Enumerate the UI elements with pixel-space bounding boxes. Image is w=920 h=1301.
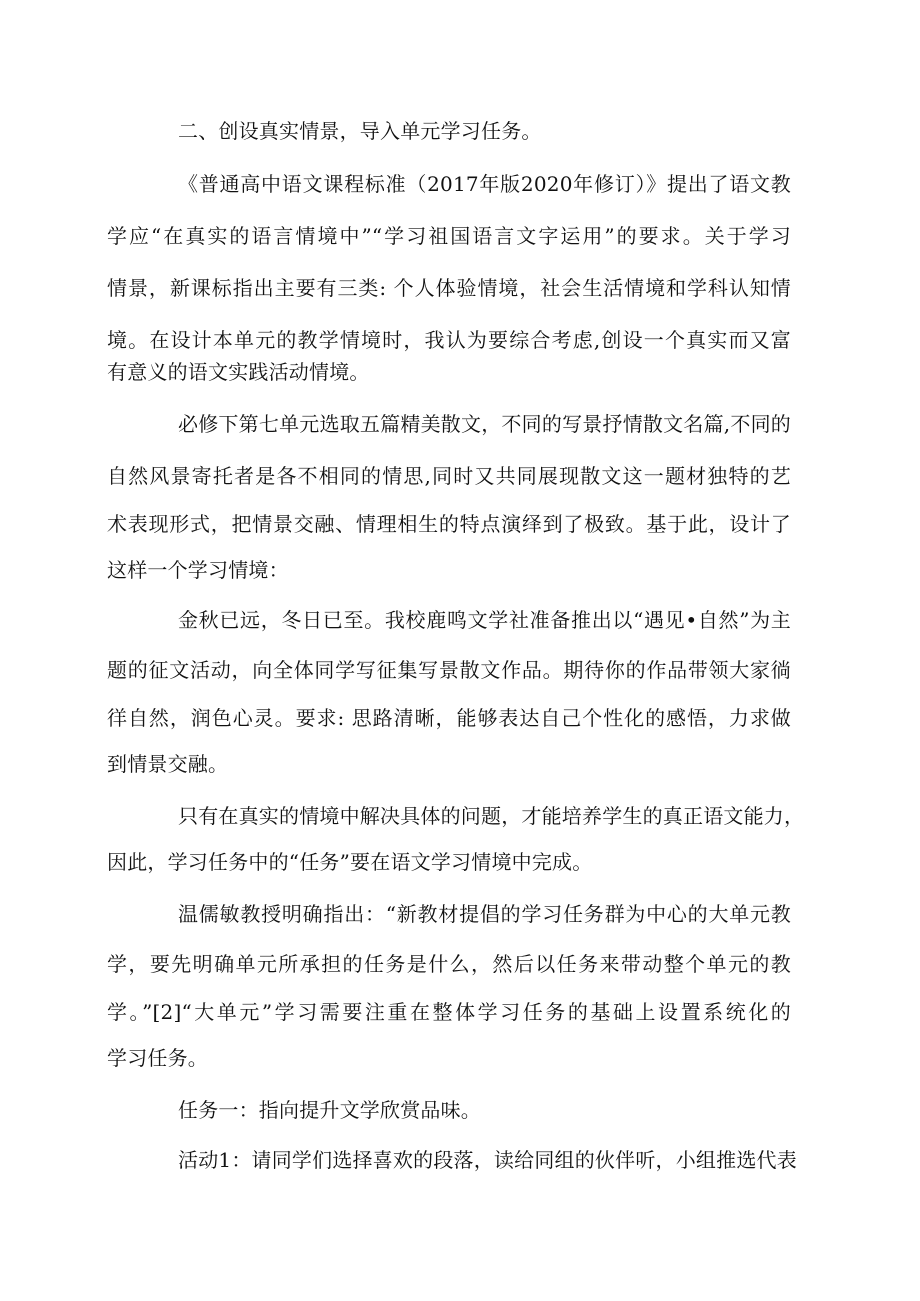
task-heading: 任务一：指向提升文学欣赏品味。 — [178, 1098, 481, 1122]
paragraph-line: 必修下第七单元选取五篇精美散文，不同的写景抒情散文名篇,不同的 — [178, 412, 791, 436]
paragraph-line: 学。”[2]“大单元”学习需要注重在整体学习任务的基础上设置系统化的 — [107, 1000, 791, 1024]
paragraph-line: 温儒敏教授明确指出：“新教材提倡的学习任务群为中心的大单元教 — [178, 902, 791, 926]
paragraph-line: 《普通高中语文课程标准（2017年版2020年修订）》提出了语文教 — [178, 172, 791, 196]
activity-line: 活动1：请同学们选择喜欢的段落，读给同组的伙伴听，小组推选代表 — [178, 1148, 797, 1172]
paragraph-line: 因此，学习任务中的“任务”要在语文学习情境中完成。 — [107, 850, 593, 874]
paragraph-line: 学习任务。 — [107, 1046, 208, 1070]
paragraph-line: 徉自然，润色心灵。要求: 思路清晰，能够表达自己个性化的感悟，力求做 — [107, 706, 791, 730]
paragraph-line: 题的征文活动，向全体同学写征集写景散文作品。期待你的作品带领大家徜 — [107, 658, 791, 682]
paragraph-line: 术表现形式，把情景交融、情理相生的特点演绎到了极致。基于此，设计了 — [107, 512, 791, 536]
paragraph-line: 情景，新课标指出主要有三类: 个人体验情境，社会生活情境和学科认知情 — [107, 276, 791, 300]
paragraph-line: 到情景交融。 — [107, 752, 229, 776]
paragraph-line: 境。在设计本单元的教学情境时，我认为要综合考虑,创设一个真实而又富 — [107, 328, 791, 352]
section-heading: 二、创设真实情景，导入单元学习任务。 — [178, 119, 542, 143]
paragraph-line: 学，要先明确单元所承担的任务是什么，然后以任务来带动整个单元的教 — [107, 952, 791, 976]
paragraph-line: 只有在真实的情境中解决具体的问题，才能培养学生的真正语文能力， — [178, 804, 805, 828]
paragraph-line: 金秋已远，冬日已至。我校鹿鸣文学社准备推出以“遇见•自然”为主 — [178, 608, 791, 632]
paragraph-line: 学应“在真实的语言情境中”“学习祖国语言文字运用”的要求。关于学习 — [107, 224, 791, 248]
paragraph-line: 有意义的语文实践活动情境。 — [107, 360, 370, 384]
paragraph-line: 自然风景寄托者是各不相同的情思,同时又共同展现散文这一题材独特的艺 — [107, 464, 791, 488]
paragraph-line: 这样一个学习情境： — [107, 558, 289, 582]
